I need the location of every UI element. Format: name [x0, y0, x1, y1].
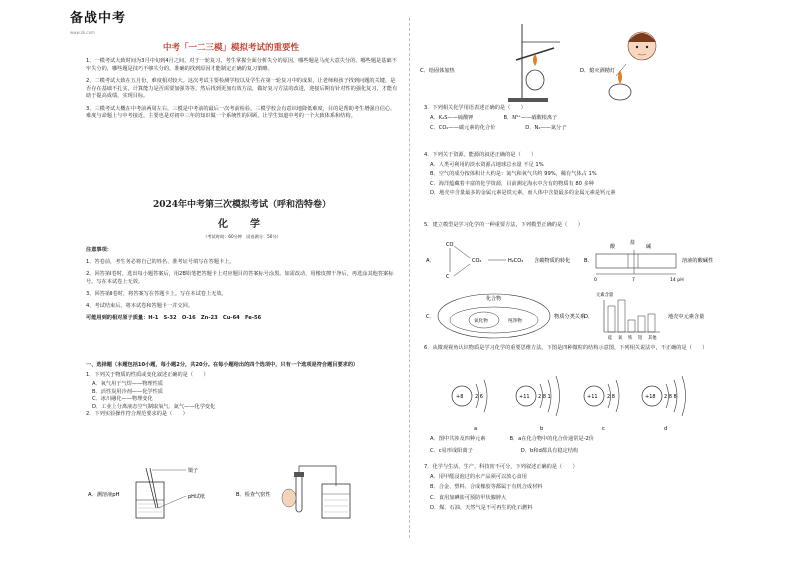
- exam-meta: （考试时间：60分钟 试卷满分：50分）: [203, 234, 281, 239]
- q6-atom-diagrams: [440, 374, 700, 436]
- exam-title: 2024年中考第三次模拟考试（呼和浩特卷）: [152, 200, 332, 210]
- q5-a-h2co3: H₂CO₃: [508, 258, 524, 264]
- q7-option-d: D．煤、石油、天然气是不可再生的化石燃料: [430, 505, 533, 512]
- girl-face-icon: [616, 32, 656, 76]
- tweezers-label: 镊子: [188, 468, 199, 474]
- atomic-masses: 可能用到的相对原子质量：H-1 S-32 O-16 Zn-23 Cu-64 Fe-56: [86, 314, 262, 321]
- q5-d-bar-5: [648, 314, 655, 332]
- atom-d-label: d: [664, 426, 668, 432]
- logo: [70, 10, 140, 46]
- lamp-icon: [609, 70, 631, 100]
- intro-section: [86, 58, 398, 126]
- q5-d-el-1: 硅: [608, 336, 613, 341]
- intro-paragraph-3: 3、三模考试大概在中考前两周左右，三模是中考前的最后一次考前检验。三模学校会有意识地降低难度，目的是帮助考生增强自信心，难度与命题上与中考接近，主要也是对初中三年的知识做一个系统性的回顾，让学生知道中考的一个大致体系和结构。: [86, 105, 396, 120]
- q7-block: [424, 464, 724, 513]
- q7-stem: 7．化学与生活、生产、科技密不可分，下列叙述正确的是（ ）: [424, 464, 578, 470]
- section-1: [86, 362, 398, 421]
- q5-option-d: D．: [584, 314, 594, 320]
- q1-option-c: C．冰川融化——物理变化: [92, 396, 153, 403]
- q2-stem: 2．下列实验操作符合规范要求的是（ ）: [86, 411, 188, 418]
- alcohol-lamp-icon: [526, 70, 544, 90]
- flame-icon: [533, 54, 537, 66]
- q5-a-co2: CO₂: [472, 258, 482, 264]
- atom-a: [452, 380, 487, 432]
- subject-title: 化 学: [218, 219, 266, 230]
- notice-item-2: 2、回答第Ⅰ卷时，选出每小题答案后，用2B铅笔把答题卡上对应题目的答案标号涂黑。如需改动，用橡皮擦干净后，再选涂其他答案标号。写在本试卷上无效。: [86, 271, 394, 285]
- q5-a-c: C: [446, 274, 450, 280]
- q6-option-a: A．图中共涉及四种元素: [430, 436, 486, 442]
- q5-b-acid: 酸: [610, 244, 616, 250]
- q5-option-c: C．: [426, 314, 435, 320]
- q4-stem: 4．下列关于资源、能源的叙述正确的是（ ）: [424, 152, 537, 158]
- q5-stem: 5．建立模型是学习化学的一种重要方法，下列模型正确的是（ ）: [424, 222, 583, 228]
- q3-stem: 3．下列相关化学用语表述正确的是（ ）: [424, 105, 526, 111]
- q4-option-c: C．海洋蕴藏着丰富的化学资源，目前测定海水中含有的物质有 80 多种: [430, 180, 594, 187]
- q7-option-a: A．用甲醛浸泡过的水产品须可以放心食用: [430, 473, 527, 480]
- q5-c-inner2-label: 纯净物: [508, 319, 522, 324]
- q5-c-inner1-label: 氧化物: [474, 319, 488, 324]
- q5-b-tick-0: 0: [594, 278, 597, 283]
- q4-option-d: D．地壳中含量最多的金属元素是铁元素，而人体中含量最多的金属元素是钙元素: [430, 190, 616, 197]
- q5-a-label: 含碳物质的转化: [534, 258, 571, 264]
- q5-d-bar-3: [628, 320, 635, 332]
- q5-d-el-5: 其他: [648, 336, 657, 341]
- atom-c-nucleus: +11: [587, 394, 598, 400]
- q5-b-label: 溶液的酸碱性: [682, 258, 714, 264]
- atom-a-nucleus: +8: [456, 394, 464, 400]
- notice-section: [86, 247, 398, 327]
- q2-fig-c-label: C．给固体加热: [420, 68, 455, 74]
- atom-c-shells: 2 8: [607, 394, 615, 400]
- q3-block: [424, 105, 724, 133]
- q5-c-label: 物质分类关系: [554, 314, 586, 320]
- notice-heading: 注意事项：: [86, 247, 112, 253]
- q2-fig-b-label: B．检查气密性: [236, 492, 271, 498]
- q5-a-co: CO: [446, 242, 454, 248]
- intro-paragraph-2: 2、二模考试大致在五月份，难度相对较大。这次考试主要检测学校以及学生在第一轮复习中的成果，让老师和孩子找到问题的关键，是否存在基础不扎实，计算能力是否需要加强等等。然后找到更加有效方法，做好复习方法的改进，迎接后期有针对性的强化复习，才能有助于提高成绩，实现目标。: [86, 78, 398, 100]
- atom-d: [642, 376, 686, 432]
- iron-stand-icon: [508, 24, 560, 102]
- atom-c: [584, 380, 619, 432]
- logo-subtext: www.zk.com: [70, 29, 95, 35]
- q3-option-a: A．K₂S——硫酸钾: [430, 114, 474, 121]
- atom-d-nucleus: +18: [645, 394, 656, 400]
- q2-figures-ab: [86, 462, 398, 524]
- q1-option-a: A．氧气用于气焊——物理性质: [92, 381, 163, 388]
- q2-fig-a-label: A．测溶液pH: [88, 492, 120, 498]
- tweezers-icon: [146, 468, 186, 508]
- q5-d-el-4: 铝: [638, 336, 643, 341]
- atom-a-shells: 2 6: [475, 394, 483, 400]
- notice-item-1: 1、答卷前，考生务必将自己的姓名、准考证号填写在答题卡上。: [86, 259, 235, 266]
- atom-b: [516, 376, 560, 432]
- q5-c-outer-label: 化合物: [486, 296, 502, 302]
- q4-block: [424, 152, 724, 198]
- atom-c-label: c: [602, 426, 605, 432]
- q7-option-b: B．合金、塑料、合成橡胶等都属于有机合成材料: [430, 484, 543, 491]
- q2-fig-d-label: D．熄灭酒精灯: [580, 68, 616, 74]
- ph-scale: [596, 250, 676, 274]
- logo-text: 备战中考: [70, 11, 127, 26]
- q1-stem: 1．下列关于物质的性质或变化叙述正确的是（ ）: [86, 371, 209, 378]
- atom-b-nucleus: +11: [519, 394, 530, 400]
- q5-option-a: A．: [426, 258, 435, 264]
- q1-option-d: D．工业上分离液态空气制取氧气、氮气——化学变化: [92, 403, 216, 410]
- column-divider: [409, 18, 410, 538]
- q5-d-el-2: 氧: [618, 336, 623, 341]
- q5-d-label: 地壳中元素含量: [668, 314, 705, 320]
- q6-option-d: D．b和d都具有稳定结构: [520, 447, 579, 454]
- q3-option-c: C．CO₂——碳元素的化合价: [430, 125, 496, 132]
- q6-option-b: B．a在化合物中的化合价通常是-2价: [509, 436, 594, 442]
- atom-b-shells: 2 8 1: [538, 394, 551, 400]
- intro-paragraph-1: 1、一模考试大致时间为3月中旬到4月之间。对于一轮复习，考生掌握全面分析失分的原因，哪些题是马虎大意失分的，哪些题是基础不牢失分的，哪些题是技巧不够失分的。准确的找到原因才能制定正确的复习策略。: [86, 58, 397, 72]
- q5-d-bar-4: [638, 316, 645, 332]
- q5-b-tick-14: 14 pH: [670, 278, 684, 283]
- q5-option-b: B．: [584, 258, 593, 264]
- q5-b-tick-7: 7: [632, 278, 635, 283]
- q2-figures-cd: [420, 20, 730, 106]
- q5-d-axis: 元素含量: [596, 293, 614, 298]
- q5-d-el-3: 铁: [628, 336, 633, 341]
- importance-title: 中考「一二三模」模拟考试的重要性: [163, 43, 300, 53]
- water-beaker-icon: [322, 484, 350, 518]
- q6-options: [424, 436, 724, 455]
- q7-option-c: C．食用加碘盐可预防甲状腺肿大: [430, 494, 507, 501]
- atom-b-label: b: [540, 426, 544, 432]
- hand-icon: [282, 489, 296, 507]
- q5-b-base: 碱: [646, 244, 652, 250]
- q1-option-b: B．活性炭用冷剂——化学性质: [92, 388, 163, 395]
- ph-paper-label: pH试纸: [188, 494, 205, 500]
- q6-option-c: C．c易形成阳离子: [430, 447, 473, 454]
- q6-stem: 6．从微观视角认识物质是学习化学的重要思维方法。下图是四种微粒的结构示意图，下列相关说法中，不正确的是（ ）: [424, 345, 708, 351]
- test-tube-icon: [282, 466, 336, 512]
- q3-option-d: D．N₂——氮分子: [525, 125, 567, 132]
- section-1-title: 一、选择题（本题包括10小题，每小题2分，共20分。在每小题给出的四个选项中，只有一个选项是符合题目要求的）: [86, 362, 359, 368]
- atom-d-shells: 2 8 8: [664, 394, 677, 400]
- beaker-icon: [136, 482, 164, 518]
- q5-d-bar-2: [618, 300, 625, 332]
- notice-item-4: 4、考试结束后，将本试卷和答题卡一并交回。: [86, 302, 194, 309]
- q4-option-a: A．人类可利用的淡水资源占地球总水量 不足 1%: [430, 161, 544, 168]
- q5-stem-block: [424, 222, 724, 230]
- q5-b-neutral: 盐: [630, 240, 636, 246]
- q5-d-bar-1: [608, 306, 615, 332]
- q3-option-b: B．N⁵⁺——硝酸根离子: [503, 114, 558, 121]
- q6-stem-block: [424, 345, 724, 353]
- q4-option-b: B．空气的成分按体积计大约是：氮气和氧气共约 99%，稀有气体占 1%: [430, 171, 597, 178]
- atom-a-label: a: [474, 426, 478, 432]
- q5-models: [424, 234, 724, 344]
- notice-item-3: 3、回答第Ⅱ卷时，将答案写在答题卡上。写在本试卷上无效。: [86, 290, 227, 297]
